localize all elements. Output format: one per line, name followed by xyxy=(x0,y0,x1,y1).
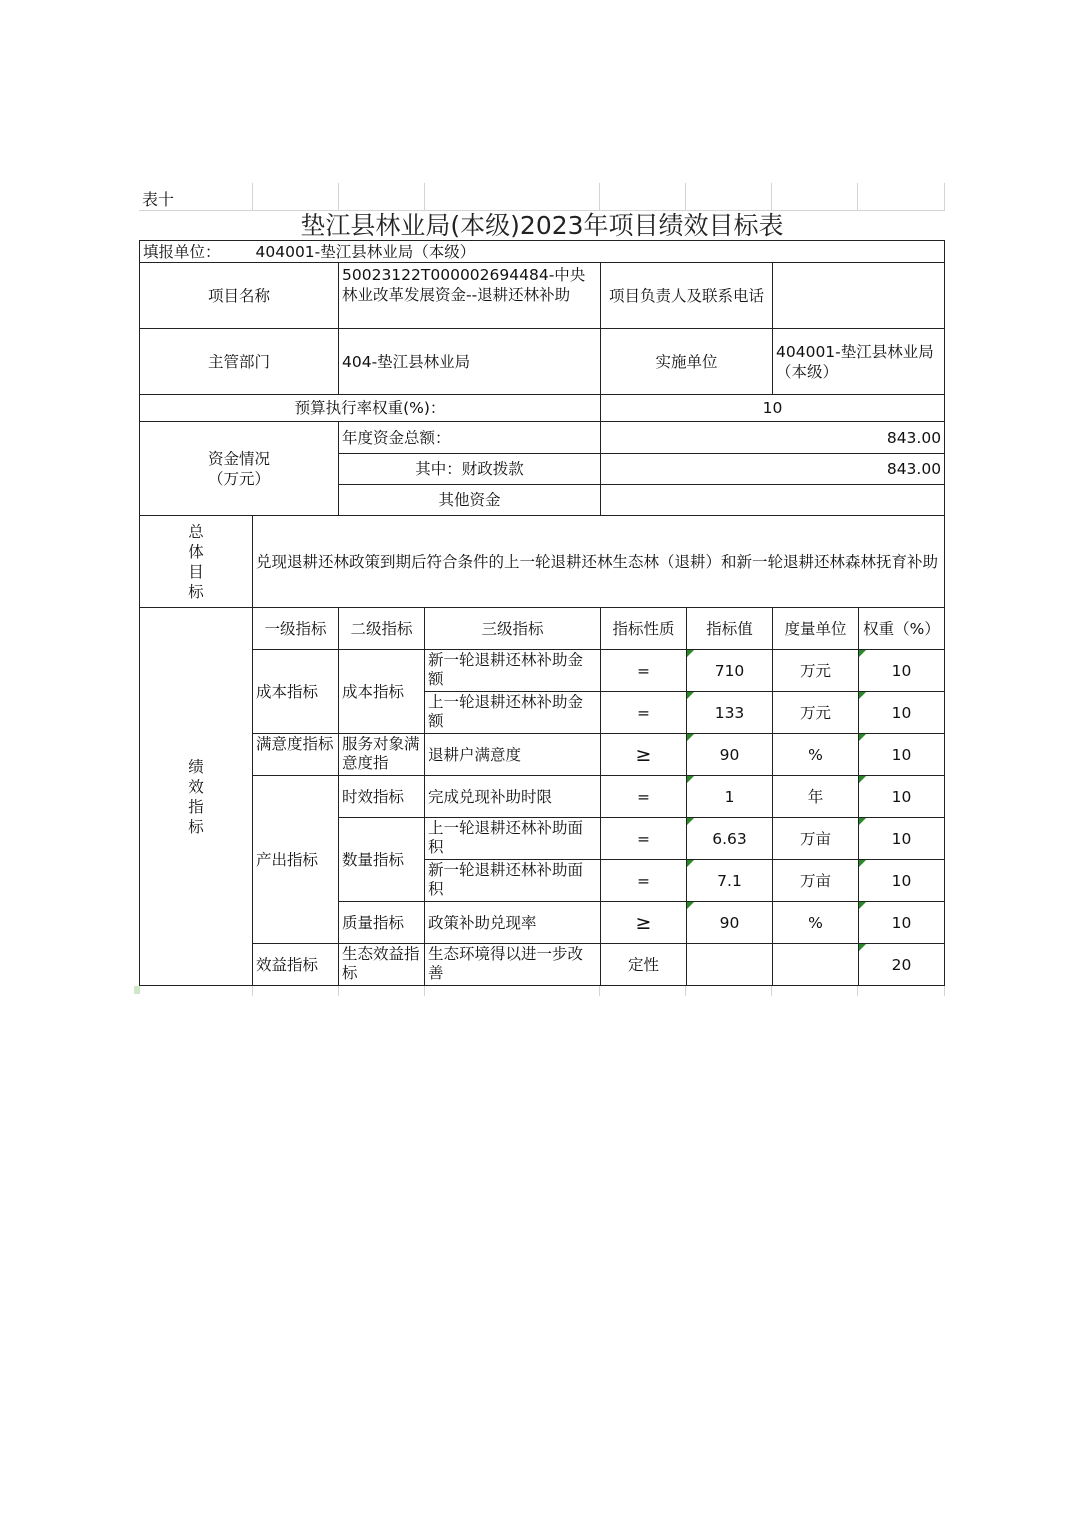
value-cell: 6.63 xyxy=(687,818,773,860)
output-l1: 产出指标 xyxy=(253,776,339,944)
weight-cell: 10 xyxy=(859,650,945,692)
budget-weight-label: 预算执行率权重(%)： xyxy=(140,395,601,422)
col-header-weight: 权重（%） xyxy=(859,608,945,650)
cost-l1: 成本指标 xyxy=(253,650,339,734)
unit-cell: 万元 xyxy=(773,650,859,692)
l3-cell: 政策补助兑现率 xyxy=(425,902,601,944)
weight-cell: 10 xyxy=(859,902,945,944)
table-row xyxy=(140,776,945,818)
nature-cell: = xyxy=(601,776,687,818)
col-header-nature: 指标性质 xyxy=(601,608,687,650)
table-row xyxy=(140,734,945,776)
performance-target-table xyxy=(139,240,945,986)
overall-goal-label: 总 体 目 标 xyxy=(140,516,253,608)
value-cell: 133 xyxy=(687,692,773,734)
weight-cell: 20 xyxy=(859,944,945,986)
dept-label: 主管部门 xyxy=(140,329,339,395)
unit-cell: % xyxy=(773,902,859,944)
col-header-unit: 度量单位 xyxy=(773,608,859,650)
spreadsheet-sheet xyxy=(139,183,945,995)
nature-cell: = xyxy=(601,692,687,734)
col-header-l3: 三级指标 xyxy=(425,608,601,650)
unit-cell xyxy=(773,944,859,986)
impl-unit-value: 404001-垫江县林业局（本级） xyxy=(773,329,945,395)
satisfaction-l1: 满意度指标 xyxy=(253,734,339,776)
table-number-label: 表十 xyxy=(142,190,175,209)
weight-cell: 10 xyxy=(859,734,945,776)
funds-fiscal-label: 其中：财政拨款 xyxy=(339,454,601,485)
l3-cell: 上一轮退耕还林补助面积 xyxy=(425,818,601,860)
l3-cell: 退耕户满意度 xyxy=(425,734,601,776)
benefit-l1: 效益指标 xyxy=(253,944,339,986)
weight-cell: 10 xyxy=(859,818,945,860)
contact-value xyxy=(773,263,945,329)
weight-cell: 10 xyxy=(859,860,945,902)
nature-cell: 定性 xyxy=(601,944,687,986)
fill-unit-label: 填报单位： xyxy=(140,241,253,263)
unit-cell: 万亩 xyxy=(773,860,859,902)
project-name-value: 50023122T000002694484-中央林业改革发展资金--退耕还林补助 xyxy=(339,263,601,329)
funds-other-value xyxy=(601,485,945,516)
sheet-gridline-below xyxy=(139,986,945,996)
weight-cell: 10 xyxy=(859,692,945,734)
value-cell xyxy=(687,944,773,986)
selection-marker xyxy=(134,986,140,994)
funds-other-label: 其他资金 xyxy=(339,485,601,516)
table-row xyxy=(140,944,945,986)
weight-cell: 10 xyxy=(859,776,945,818)
unit-cell: 年 xyxy=(773,776,859,818)
value-cell: 1 xyxy=(687,776,773,818)
value-cell: 90 xyxy=(687,902,773,944)
budget-weight-value: 10 xyxy=(601,395,945,422)
unit-cell: % xyxy=(773,734,859,776)
table-row xyxy=(140,650,945,692)
nature-cell: ≥ xyxy=(601,734,687,776)
timeliness-l2: 时效指标 xyxy=(339,776,425,818)
nature-cell: = xyxy=(601,650,687,692)
l3-cell: 新一轮退耕还林补助面积 xyxy=(425,860,601,902)
quantity-l2: 数量指标 xyxy=(339,818,425,902)
contact-label: 项目负责人及联系电话 xyxy=(601,263,773,329)
funds-label: 资金情况 （万元） xyxy=(140,422,339,516)
value-cell: 90 xyxy=(687,734,773,776)
funds-total-value: 843.00 xyxy=(601,422,945,454)
l3-cell: 完成兑现补助时限 xyxy=(425,776,601,818)
col-header-l1: 一级指标 xyxy=(253,608,339,650)
overall-goal-text: 兑现退耕还林政策到期后符合条件的上一轮退耕还林生态林（退耕）和新一轮退耕还林森林抚育补助 xyxy=(253,516,945,608)
col-header-l2: 二级指标 xyxy=(339,608,425,650)
unit-cell: 万元 xyxy=(773,692,859,734)
funds-total-label: 年度资金总额： xyxy=(339,422,601,454)
document-title: 垫江县林业局(本级)2023年项目绩效目标表 xyxy=(300,211,784,240)
indicators-label: 绩 效 指 标 xyxy=(140,608,253,986)
col-header-value: 指标值 xyxy=(687,608,773,650)
unit-cell: 万亩 xyxy=(773,818,859,860)
l3-cell: 上一轮退耕还林补助金额 xyxy=(425,692,601,734)
nature-cell: = xyxy=(601,818,687,860)
sheet-gridline-row xyxy=(139,183,945,211)
nature-cell: = xyxy=(601,860,687,902)
l3-cell: 新一轮退耕还林补助金额 xyxy=(425,650,601,692)
project-name-label: 项目名称 xyxy=(140,263,339,329)
quality-l2: 质量指标 xyxy=(339,902,425,944)
funds-fiscal-value: 843.00 xyxy=(601,454,945,485)
benefit-l2: 生态效益指标 xyxy=(339,944,425,986)
nature-cell: ≥ xyxy=(601,902,687,944)
fill-unit-value: 404001-垫江县林业局（本级） xyxy=(253,241,945,263)
value-cell: 7.1 xyxy=(687,860,773,902)
satisfaction-l2: 服务对象满意度指 xyxy=(339,734,425,776)
value-cell: 710 xyxy=(687,650,773,692)
l3-cell: 生态环境得以进一步改善 xyxy=(425,944,601,986)
dept-value: 404-垫江县林业局 xyxy=(339,329,601,395)
impl-unit-label: 实施单位 xyxy=(601,329,773,395)
cost-l2: 成本指标 xyxy=(339,650,425,734)
